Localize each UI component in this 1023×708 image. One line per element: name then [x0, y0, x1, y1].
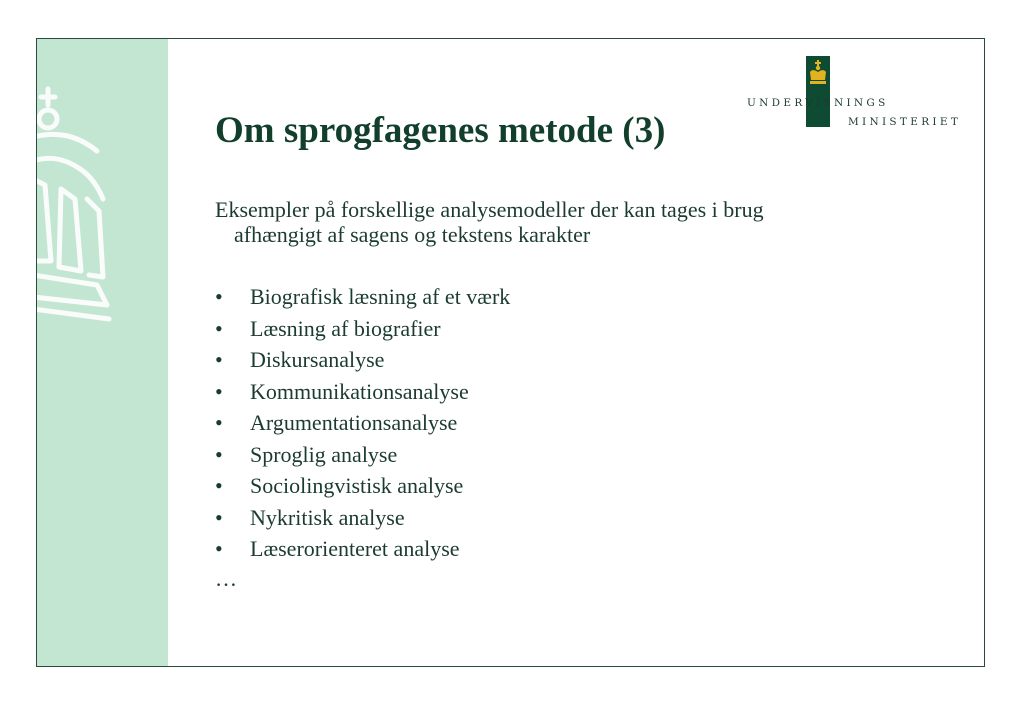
logo-block [806, 56, 830, 127]
crown-icon [806, 60, 830, 88]
list-item [215, 344, 510, 376]
intro-line-1: Eksempler på forskellige analysemodeller der kan tages i brug [215, 197, 764, 222]
intro-text [215, 197, 895, 247]
list-item-label: Argumentationsanalyse [250, 410, 458, 435]
bullet-icon: • [215, 536, 223, 561]
intro-line-2: afhængigt af sagens og tekstens karakter [234, 222, 591, 247]
crown-watermark-icon [37, 39, 168, 339]
analysis-model-list [215, 281, 510, 565]
list-item [215, 281, 510, 313]
list-item-label: Diskursanalyse [250, 347, 385, 372]
list-item-label: Sociolingvistisk analyse [250, 473, 464, 498]
bullet-icon: • [215, 441, 223, 467]
list-item [215, 470, 510, 502]
logo-text-line1: UNDERVISNINGS [747, 97, 889, 109]
list-item-label: Læsning af biografier [250, 315, 441, 341]
side-band [37, 39, 168, 666]
ellipsis-text: … [215, 566, 237, 591]
list-item [215, 533, 510, 565]
list-item [215, 439, 510, 471]
slide [36, 38, 985, 667]
list-item-label: Nykritisk analyse [250, 504, 405, 530]
list-item [215, 407, 510, 439]
slide-title: Om sprogfagenes metode (3) [215, 110, 666, 151]
list-item [215, 376, 510, 408]
list-item-label: Kommunikationsanalyse [250, 378, 469, 404]
bullet-icon: • [215, 315, 223, 341]
list-item-label: Biografisk læsning af et værk [250, 284, 511, 309]
list-item [215, 502, 510, 534]
bullet-icon: • [215, 347, 223, 372]
list-item-label: Læserorienteret analyse [250, 536, 460, 561]
bullet-icon: • [215, 410, 223, 435]
bullet-icon: • [215, 473, 223, 498]
list-item-label: Sproglig analyse [250, 441, 398, 467]
bullet-icon: • [215, 504, 223, 530]
logo-text-line2: MINISTERIET [848, 116, 962, 128]
bullet-icon: • [215, 284, 223, 309]
list-item [215, 313, 510, 345]
bullet-icon: • [215, 378, 223, 404]
